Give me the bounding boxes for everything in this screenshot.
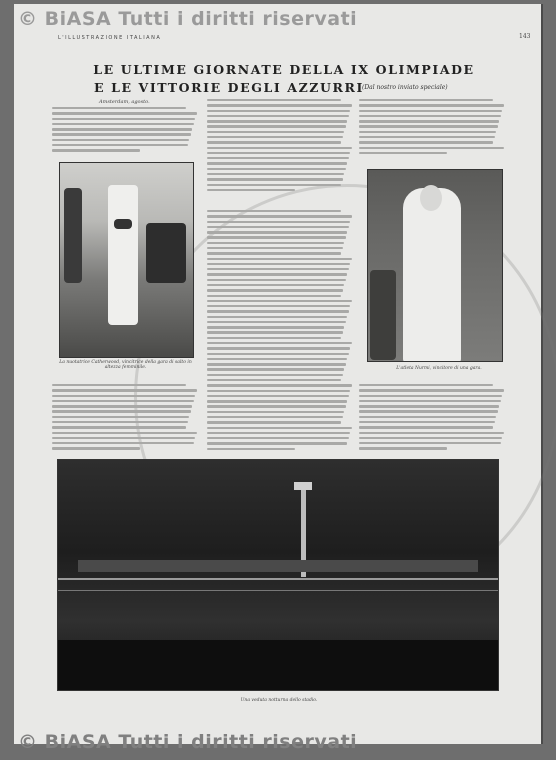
text-line: [359, 416, 496, 418]
text-line: [207, 400, 347, 402]
article-byline: Amsterdam, agosto.: [99, 99, 150, 105]
text-line: [207, 184, 341, 186]
text-line: [207, 226, 349, 228]
text-line: [207, 390, 350, 392]
text-line: [207, 99, 341, 101]
text-line: [52, 400, 194, 402]
text-line: [207, 231, 347, 233]
text-line: [359, 421, 495, 423]
text-column-right-bottom: [359, 384, 505, 456]
text-line: [207, 353, 349, 355]
text-line: [52, 144, 188, 146]
text-line: [207, 247, 343, 249]
text-line: [207, 189, 295, 191]
text-line: [52, 389, 197, 391]
text-line: [207, 358, 347, 360]
caption-photo-1: La nuotatrice Catherwood, vincitrice della gara di salto in altezza femminile.: [59, 360, 192, 370]
caption-photo-3: Una veduta notturna dello stadio.: [240, 698, 318, 703]
text-line: [52, 416, 189, 418]
text-line: [359, 141, 493, 143]
photo-athlete-nurmi: [367, 169, 503, 362]
text-column-middle-top: [207, 99, 353, 195]
text-line: [52, 432, 197, 434]
text-line: [207, 157, 349, 159]
text-line: [207, 210, 341, 212]
text-line: [359, 115, 501, 117]
text-line: [52, 447, 140, 449]
text-line: [52, 139, 189, 141]
text-line: [52, 426, 186, 428]
text-line: [207, 316, 347, 318]
text-line: [207, 136, 343, 138]
text-line: [52, 405, 192, 407]
text-line: [359, 395, 502, 397]
text-line: [207, 342, 352, 344]
text-line: [207, 411, 344, 413]
text-line: [207, 168, 346, 170]
text-line: [207, 363, 346, 365]
text-line: [52, 149, 140, 151]
photo-athlete-catherwood: [59, 162, 194, 358]
text-line: [207, 326, 344, 328]
text-line: [207, 284, 344, 286]
text-line: [207, 432, 350, 434]
text-line: [359, 432, 504, 434]
text-line: [207, 405, 346, 407]
text-line: [52, 410, 191, 412]
caption-photo-2: L'atleta Nurmi, vincitore di una gara.: [396, 366, 482, 371]
text-line: [359, 400, 501, 402]
text-column-left-bottom: [52, 384, 198, 456]
text-column-middle: [207, 210, 353, 458]
text-line: [207, 279, 346, 281]
text-line: [359, 104, 504, 106]
text-line: [207, 300, 352, 302]
text-line: [207, 448, 295, 450]
text-line: [207, 258, 352, 260]
text-line: [207, 379, 341, 381]
text-line: [207, 384, 352, 386]
text-line: [207, 131, 344, 133]
page: [14, 4, 541, 744]
text-line: [207, 221, 350, 223]
text-line: [359, 125, 498, 127]
text-line: [52, 421, 188, 423]
text-line: [52, 133, 191, 135]
text-line: [52, 128, 192, 130]
text-line: [52, 107, 186, 109]
text-line: [52, 123, 194, 125]
text-line: [207, 295, 341, 297]
text-line: [207, 427, 352, 429]
text-line: [52, 395, 195, 397]
text-line: [207, 162, 347, 164]
text-column-left-top: [52, 107, 198, 159]
text-line: [207, 147, 352, 149]
text-line: [52, 437, 195, 439]
photo-stadium-night: [57, 459, 499, 691]
text-line: [359, 99, 493, 101]
text-line: [207, 331, 343, 333]
text-line: [207, 110, 350, 112]
text-line: [207, 437, 349, 439]
text-line: [207, 236, 346, 238]
text-line: [359, 442, 501, 444]
text-line: [207, 442, 347, 444]
text-line: [207, 178, 343, 180]
text-line: [207, 242, 344, 244]
text-line: [207, 305, 350, 307]
text-line: [359, 131, 496, 133]
text-line: [359, 426, 493, 428]
article-title-line-2: E LE VITTORIE DEGLI AZZURRI: [94, 80, 364, 95]
text-line: [52, 442, 194, 444]
text-line: [207, 141, 341, 143]
text-line: [359, 389, 504, 391]
text-line: [52, 112, 197, 114]
text-line: [207, 416, 343, 418]
article-title-line-1: LE ULTIME GIORNATE DELLA IX OLIMPIADE: [93, 62, 475, 77]
text-line: [359, 405, 499, 407]
watermark-bottom: © BiASA Tutti i diritti riservati: [18, 731, 358, 753]
text-line: [359, 110, 502, 112]
running-head: L'ILLUSTRAZIONE ITALIANA: [58, 35, 162, 41]
text-line: [359, 410, 498, 412]
text-line: [207, 104, 352, 106]
text-line: [207, 252, 341, 254]
text-line: [359, 447, 447, 449]
watermark-top: © BiASA Tutti i diritti riservati: [18, 8, 358, 30]
text-line: [207, 374, 343, 376]
text-line: [207, 115, 349, 117]
text-line: [207, 289, 343, 291]
text-line: [207, 173, 344, 175]
text-line: [207, 263, 350, 265]
text-line: [207, 321, 346, 323]
text-line: [207, 395, 349, 397]
text-line: [359, 384, 493, 386]
text-line: [207, 215, 352, 217]
text-line: [359, 120, 499, 122]
text-line: [52, 384, 186, 386]
text-column-right-top: [359, 99, 505, 161]
text-line: [207, 337, 341, 339]
text-line: [207, 421, 341, 423]
text-line: [359, 437, 502, 439]
text-line: [359, 152, 447, 154]
text-line: [52, 118, 195, 120]
text-line: [207, 125, 346, 127]
text-line: [207, 152, 350, 154]
text-line: [207, 368, 344, 370]
article-subtitle: (Dal nostro inviato speciale): [362, 84, 448, 91]
page-number: 143: [519, 33, 531, 40]
text-line: [359, 147, 504, 149]
text-line: [207, 268, 349, 270]
text-line: [207, 120, 347, 122]
text-line: [207, 310, 349, 312]
text-line: [207, 273, 347, 275]
text-line: [207, 347, 350, 349]
text-line: [359, 136, 495, 138]
